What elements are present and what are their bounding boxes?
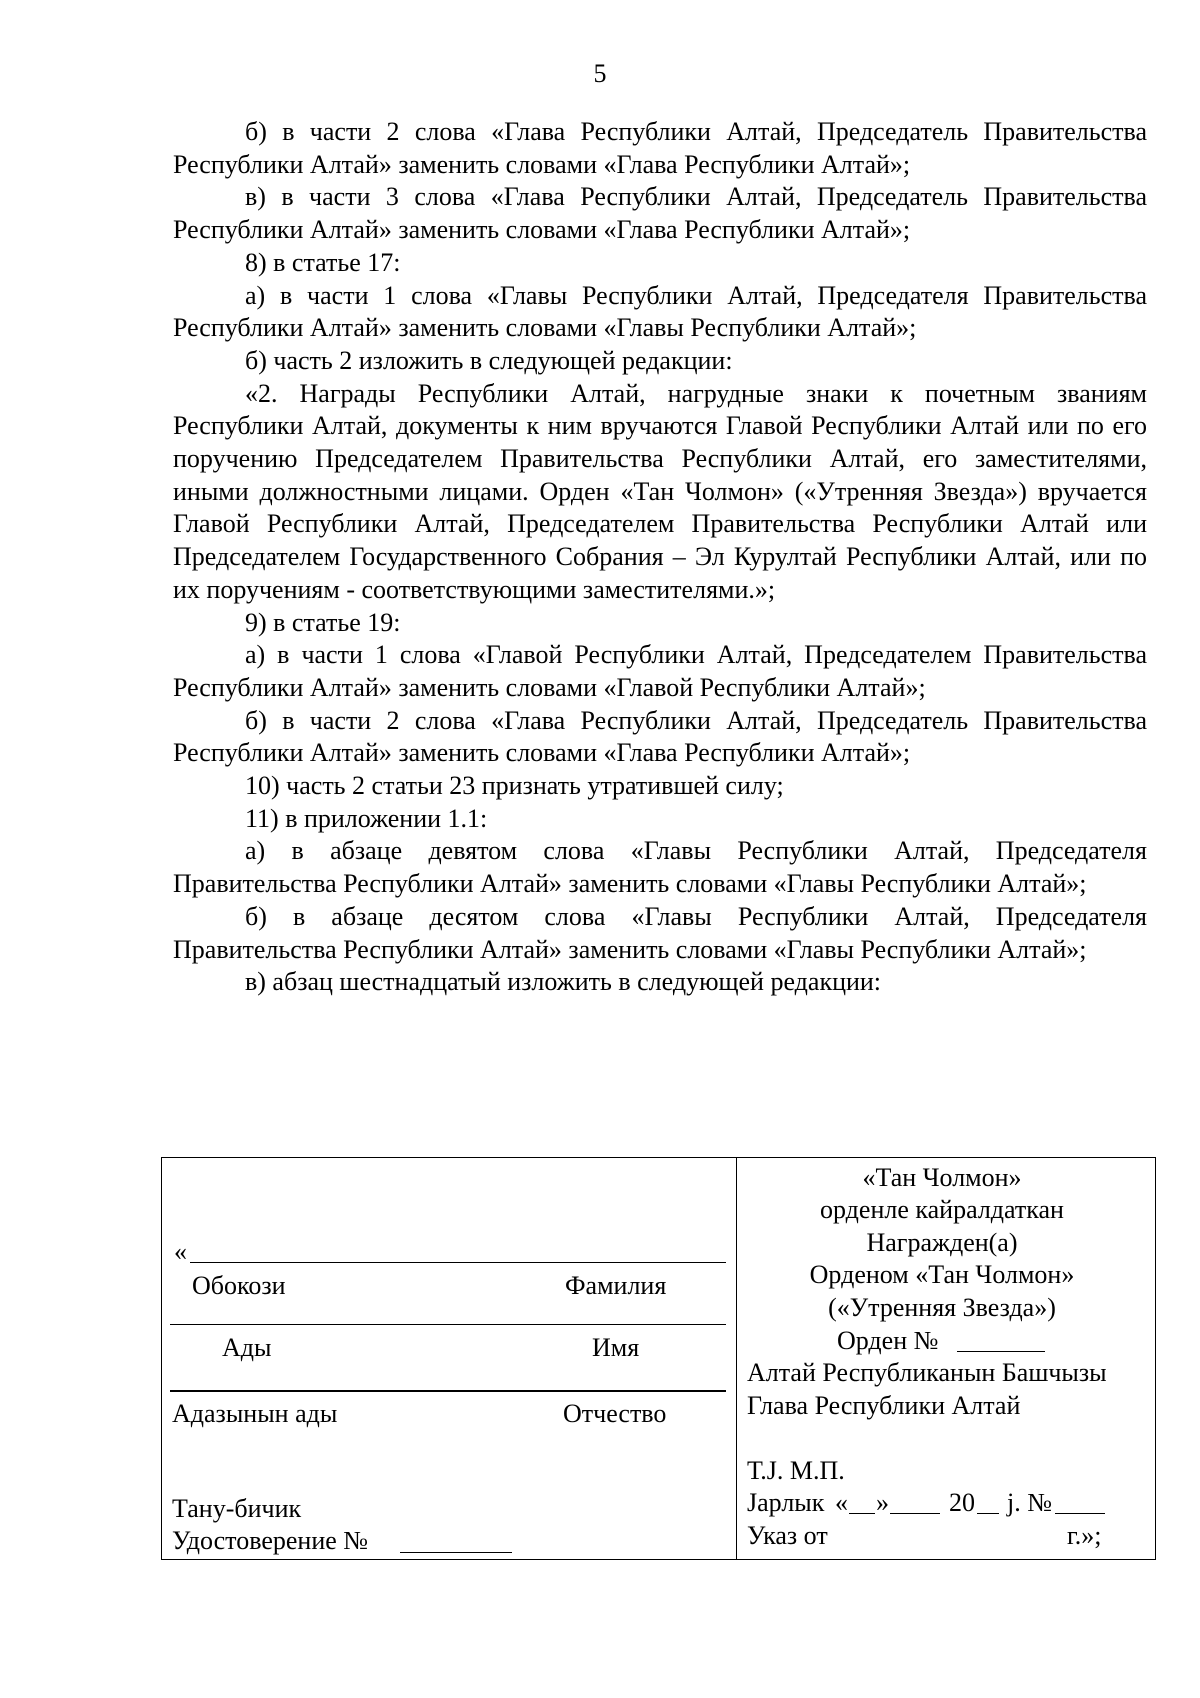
name-line xyxy=(170,1324,726,1325)
order-translation: («Утренняя Звезда») xyxy=(828,1293,1056,1322)
surname-line xyxy=(190,1262,726,1263)
paragraph: б) в части 2 слова «Глава Республики Алтай, Председатель Правительства Республики Алтай» заменить словами «Глава Республики Алтай»; xyxy=(173,705,1147,768)
decree-year-suffix: г.»; xyxy=(1067,1521,1102,1550)
decree-year-line xyxy=(977,1513,999,1514)
paragraph: б) часть 2 изложить в следующей редакции: xyxy=(245,345,733,375)
order-full-name: Орденом «Тан Чолмон» xyxy=(809,1260,1075,1289)
paragraph: б) в абзаце десятом слова «Главы Республики Алтай, Председателя Правительства Республики Алтай» заменить словами «Главы Республики Алтай»; xyxy=(173,901,1147,964)
open-quote: « xyxy=(174,1237,187,1266)
decree-close-quote: » xyxy=(876,1488,889,1517)
decree-day-line xyxy=(849,1513,875,1514)
head-label-ru: Глава Республики Алтай xyxy=(747,1391,1021,1420)
decree-year-prefix: 20 xyxy=(949,1488,975,1517)
award-form-left-cell xyxy=(162,1158,736,1559)
decree-number-line xyxy=(1055,1513,1105,1514)
award-form-right-cell xyxy=(737,1158,1157,1559)
decree-month-line xyxy=(890,1513,940,1514)
paragraph: 10) часть 2 статьи 23 признать утратившей силу; xyxy=(245,771,784,801)
order-number-label: Орден № xyxy=(837,1326,939,1355)
paragraph: 8) в статье 17: xyxy=(245,247,401,277)
order-number-line xyxy=(957,1351,1045,1352)
patronymic-line xyxy=(170,1390,726,1392)
paragraph: а) в части 1 слова «Главы Республики Алтай, Председателя Правительства Республики Алтай» заменить словами «Главы Республики Алтай»; xyxy=(173,280,1147,343)
decree-label-alt: Jарлык xyxy=(747,1488,825,1517)
paragraph: в) абзац шестнадцатый изложить в следующей редакции: xyxy=(245,967,882,997)
paragraph: б) в части 2 слова «Глава Республики Алтай, Председатель Правительства Республики Алтай» заменить словами «Глава Республики Алтай»; xyxy=(173,117,1147,179)
head-label-alt: Алтай Республиканын Башчызы xyxy=(747,1358,1107,1387)
order-name: «Тан Чолмон» xyxy=(862,1163,1022,1192)
certificate-number-line xyxy=(400,1552,512,1553)
decree-number-label: j. № xyxy=(1007,1488,1053,1517)
decree-label-ru: Указ от xyxy=(747,1521,828,1550)
name-label-alt: Ады xyxy=(222,1333,272,1362)
paragraph: в) в части 3 слова «Глава Республики Алтай, Председатель Правительства Республики Алтай» заменить словами «Глава Республики Алтай»; xyxy=(173,182,1147,245)
paragraph: а) в части 1 слова «Главой Республики Алтай, Председателем Правительства Республики Алтай» заменить словами «Главой Республики Алтай»; xyxy=(173,640,1147,702)
page-number: 5 xyxy=(593,59,607,88)
paragraph: 9) в статье 19: xyxy=(245,607,401,637)
certificate-label-ru: Удостоверение № xyxy=(172,1526,369,1555)
paragraph: 11) в приложении 1.1: xyxy=(245,803,488,833)
awarded-label-ru: Награжден(а) xyxy=(866,1228,1018,1257)
surname-label-alt: Обокози xyxy=(192,1271,286,1300)
document-body xyxy=(173,116,1147,999)
decree-open-quote: « xyxy=(835,1488,848,1517)
patronymic-label-ru: Отчество xyxy=(563,1399,667,1428)
surname-label-ru: Фамилия xyxy=(565,1271,667,1300)
patronymic-label-alt: Адазынын ады xyxy=(172,1399,338,1428)
name-label-ru: Имя xyxy=(592,1333,640,1362)
award-form-table xyxy=(161,1157,1156,1560)
certificate-label-alt: Тану-бичик xyxy=(172,1494,302,1523)
paragraph: а) в абзаце девятом слова «Главы Республики Алтай, Председателя Правительства Республики Алтай» заменить словами «Главы Республики Алтай»; xyxy=(173,836,1147,899)
seal-label: Т.J. М.П. xyxy=(747,1456,845,1485)
paragraph-quoted-amendment: «2. Награды Республики Алтай, нагрудные знаки к почетным званиям Республики Алтай, документы к ним вручаются Главой Республики Алтай или по его поручению Председателем Правительства Республики Алтай, его заместителями, иными должностными лицами. Орден «Тан Чолмон» («Утренняя Звезда») вручается Главой Республики Алтай, Председателем Правительства Республики Алтай или Председателем Государственного Собрания – Эл Курултай Республики Алтай, или по их поручениям - соответствующими заместителями.»; xyxy=(173,378,1147,604)
awarded-label-alt: орденле кайралдаткан xyxy=(820,1195,1064,1224)
